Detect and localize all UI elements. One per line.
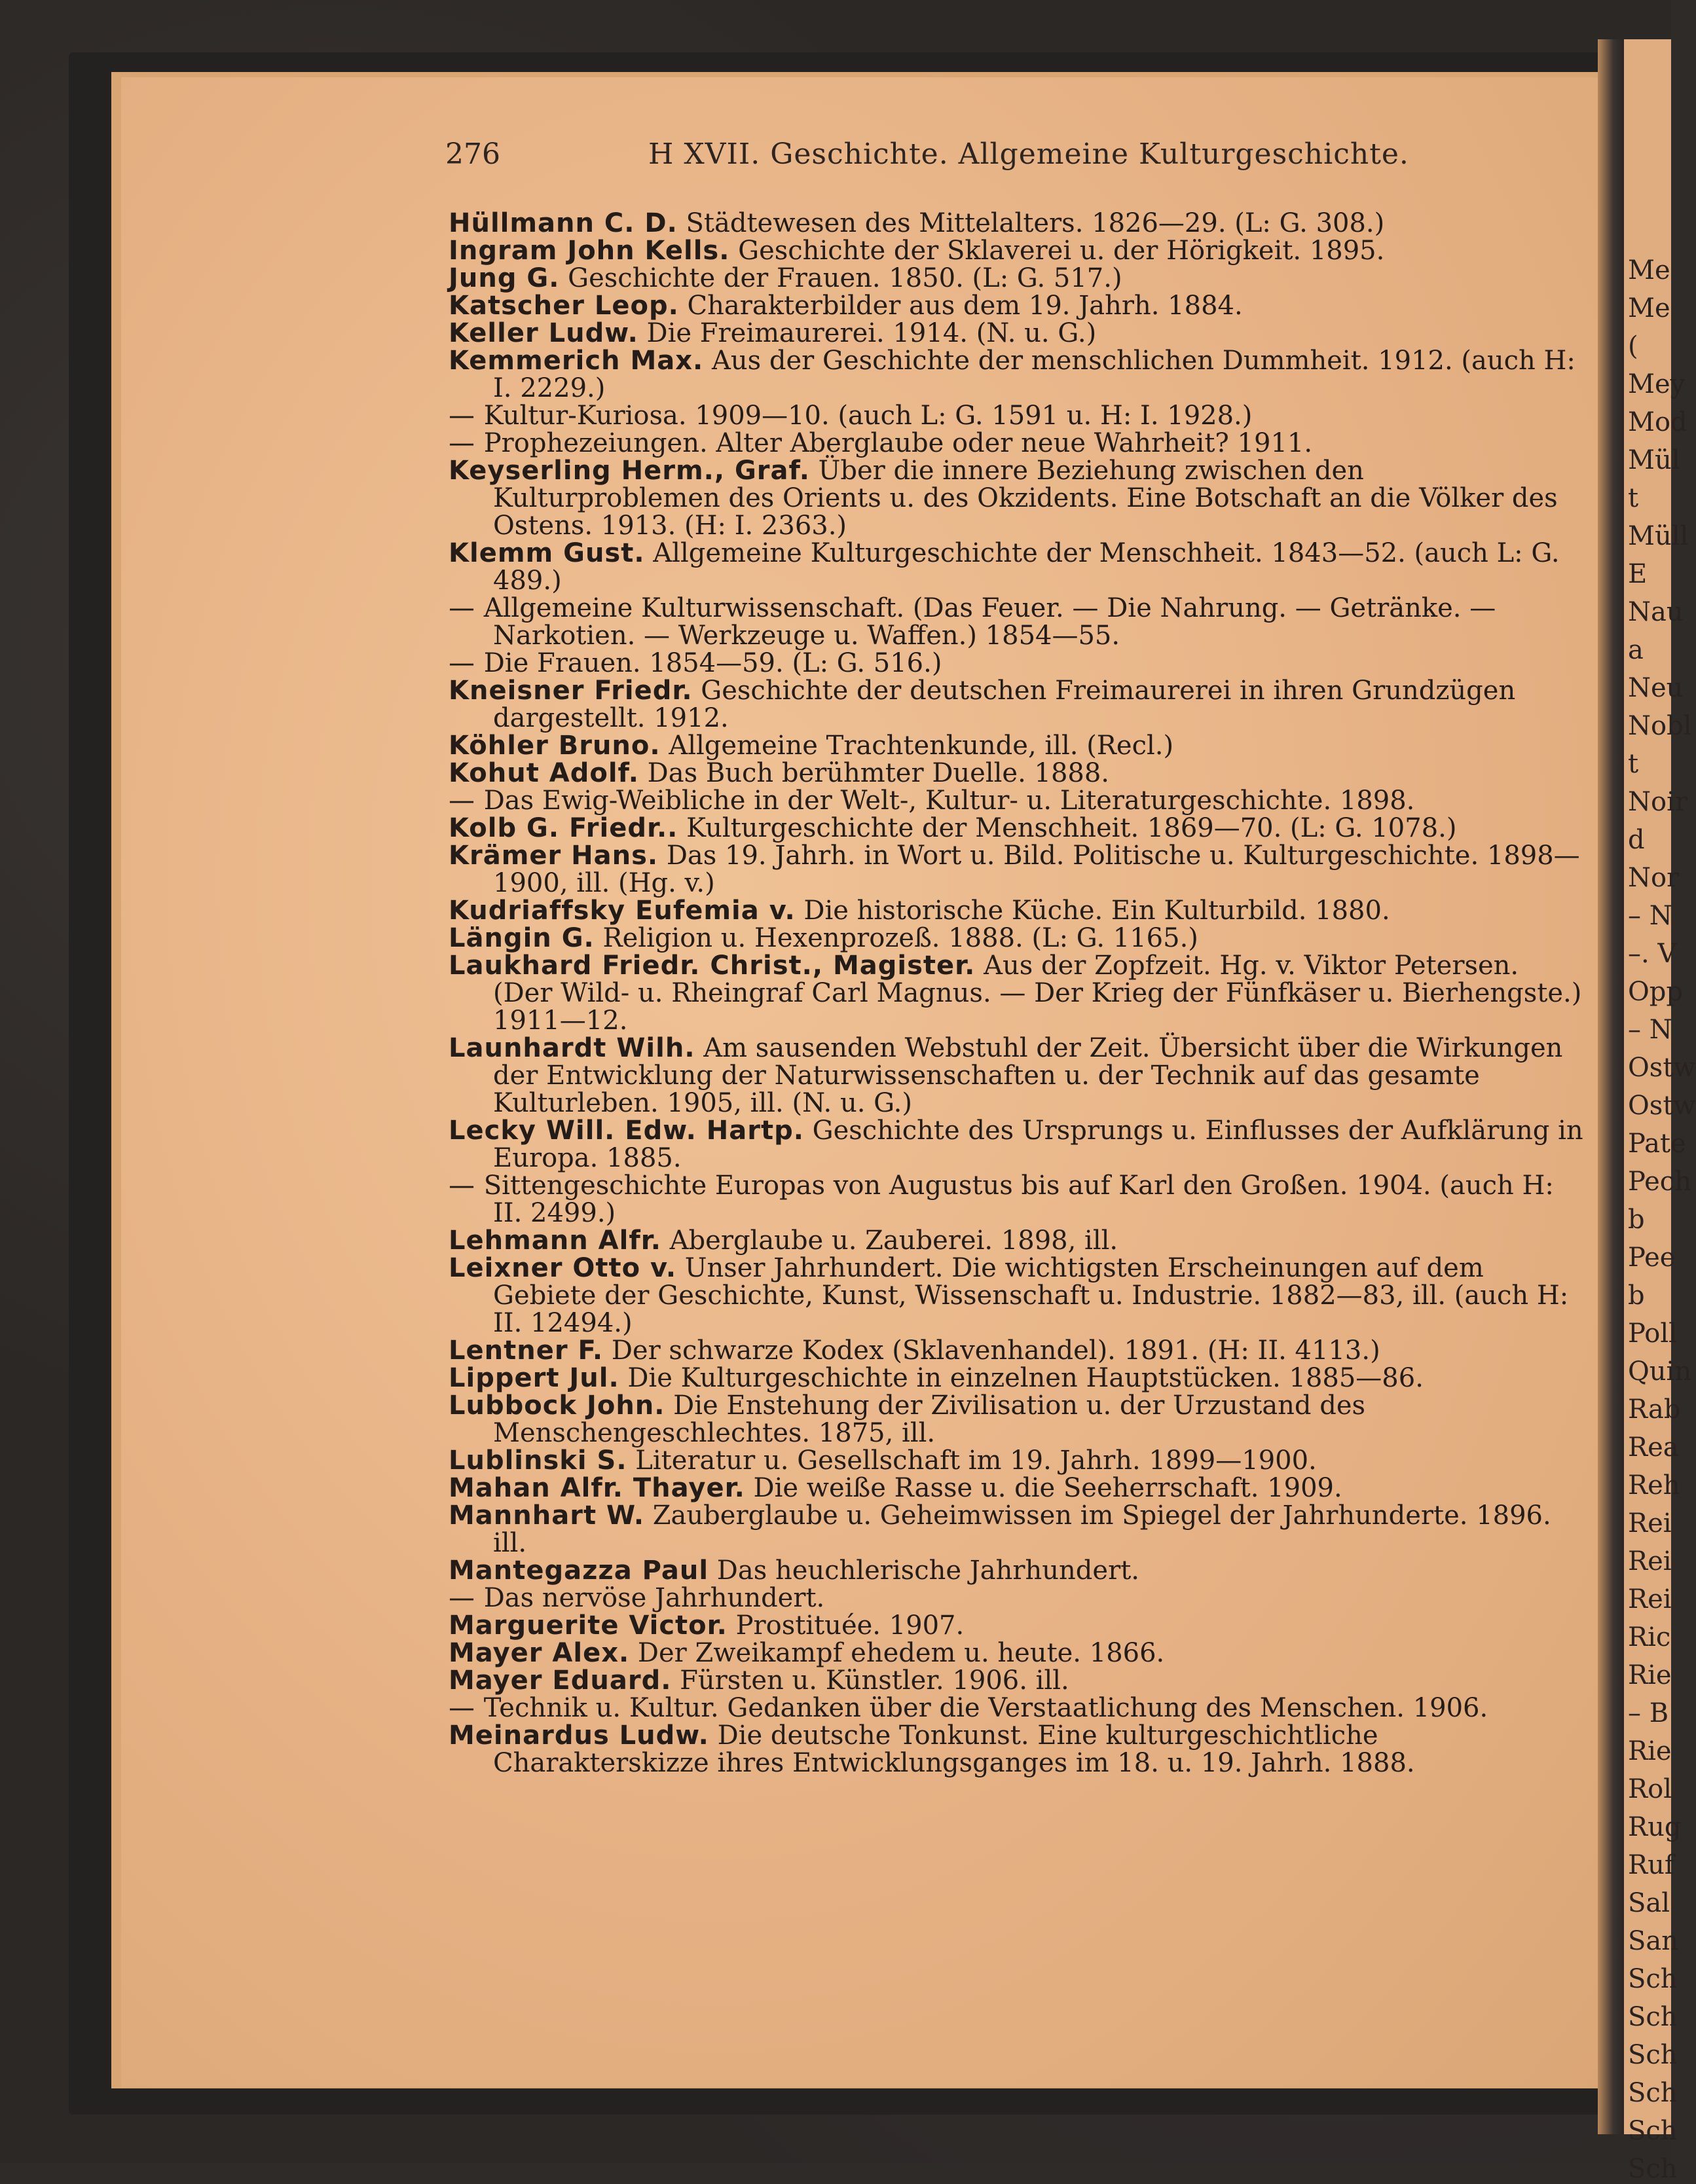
bibliography-list [449,209,1585,1777]
entry-author: Kneisner Friedr. [449,676,693,706]
entry-author: Krämer Hans. [449,841,659,871]
bibliography-entry [449,952,1585,1034]
entry-title: Geschichte der Sklaverei u. der Hörigkeit. 1895. [729,236,1385,266]
bibliography-entry [449,1447,1585,1474]
bibliography-entry [449,1667,1585,1694]
facing-page-fragment: Me [1628,293,1670,323]
entry-author: Mantegazza Paul [449,1556,709,1586]
facing-page-fragment: Nor [1628,863,1680,893]
bibliography-entry [449,897,1585,924]
entry-title: Die Frauen. 1854—59. (L: G. 516.) [475,648,942,678]
entry-author: Mahan Alfr. Thayer. [449,1473,745,1503]
entry-author: Jung G. [449,263,560,293]
facing-page-fragment: Rab [1628,1394,1681,1425]
facing-page-fragment: Mod [1628,407,1687,437]
entry-title: Religion u. Hexenprozeß. 1888. (L: G. 1165.) [594,923,1198,953]
bibliography-entry [449,1392,1585,1447]
book-gutter [1598,39,1624,2134]
facing-page-fragment: a [1628,635,1644,665]
bibliography-entry [449,677,1585,732]
facing-page-fragment: Rol [1628,1774,1672,1804]
entry-title: Aus der Geschichte der menschlichen Dummheit. 1912. (auch H: I. 2229.) [493,346,1576,403]
entry-title: Der schwarze Kodex (Sklavenhandel). 1891. (H: II. 4113.) [603,1336,1380,1366]
entry-title: Fürsten u. Künstler. 1906. ill. [671,1665,1069,1696]
entry-author: Laukhard Friedr. Christ., Magister. [449,951,976,981]
facing-page-fragment: Rea [1628,1432,1679,1463]
entry-title: Allgemeine Trachtenkunde, ill. (Recl.) [660,731,1174,761]
entry-author: Mayer Alex. [449,1638,630,1668]
facing-page-fragment: ( [1628,331,1638,361]
entry-author: Leixner Otto v. [449,1253,677,1283]
facing-page-fragment: Pee [1628,1243,1676,1273]
bibliography-entry [449,1694,1585,1722]
page-header [445,137,1493,177]
entry-title: Allgemeine Kulturgeschichte der Menschheit. 1843—52. (auch L: G. 489.) [493,538,1560,596]
entry-author: Mayer Eduard. [449,1665,672,1696]
bibliography-entry [449,457,1585,539]
bibliography-entry [449,1034,1585,1117]
entry-author: Hüllmann C. D. [449,208,678,238]
entry-title: Unser Jahrhundert. Die wichtigsten Erscheinungen auf dem Gebiete der Geschichte, Kunst, Wissenschaft u. Industrie. 1882—83, ill. (auch H: II. 12494.) [493,1253,1569,1338]
facing-page-fragment: Opp [1628,977,1684,1007]
facing-page-fragment: Rug [1628,1812,1682,1842]
entry-author: Lecky Will. Edw. Hartp. [449,1116,804,1146]
running-head: H XVII. Geschichte. Allgemeine Kulturgeschichte. [648,137,1409,171]
entry-author: Launhardt Wilh. [449,1033,695,1063]
facing-page-fragment: Pate [1628,1129,1686,1159]
entry-title: Das Ewig-Weibliche in der Welt-, Kultur- u. Literaturgeschichte. 1898. [475,786,1415,816]
facing-page-fragment: b [1628,1205,1645,1235]
bibliography-entry [449,1254,1585,1337]
bibliography-entry [449,1117,1585,1172]
entry-author: Marguerite Victor. [449,1611,728,1641]
bibliography-entry [449,264,1585,292]
facing-page-fragment: Ostw [1628,1053,1696,1083]
entry-title: Die Freimaurerei. 1914. (N. u. G.) [638,318,1097,348]
facing-page-fragment: Quin [1628,1356,1692,1387]
facing-page-fragment: Müll [1628,521,1689,551]
entry-author: Lippert Jul. [449,1363,619,1393]
entry-author: Keyserling Herm., Graf. [449,456,810,486]
bibliography-entry [449,539,1585,594]
entry-title: Prophezeiungen. Alter Aberglaube oder neue Wahrheit? 1911. [475,428,1313,458]
facing-page-fragment: –. V [1628,939,1677,969]
entry-title: Der Zweikampf ehedem u. heute. 1866. [629,1638,1165,1668]
entry-title: Aberglaube u. Zauberei. 1898, ill. [661,1226,1118,1256]
entry-author: Kolb G. Friedr.. [449,813,678,843]
facing-page-fragment: Sal [1628,1888,1670,1918]
entry-title: Am sausenden Webstuhl der Zeit. Übersicht über die Wirkungen der Entwicklung der Naturwissenschaften u. der Technik auf das gesamte Kulturleben. 1905, ill. (N. u. G.) [493,1033,1563,1118]
facing-page-fragment: b [1628,1281,1645,1311]
entry-title: Die weiße Rasse u. die Seeherrschaft. 1909. [745,1473,1342,1503]
facing-page-fragment: Rie [1628,1660,1672,1690]
entry-author: Längin G. [449,923,595,953]
facing-page-fragment: Nobl [1628,711,1692,741]
bibliography-entry [449,402,1585,429]
entry-author: Mannhart W. [449,1501,645,1531]
entry-author: Katscher Leop. [449,291,679,321]
facing-page-edge [1624,39,1696,2184]
bibliography-entry [449,1364,1585,1392]
entry-author: Lehmann Alfr. [449,1226,661,1256]
entry-title: Das 19. Jahrh. in Wort u. Bild. Politische u. Kulturgeschichte. 1898—1900, ill. (Hg. v.) [493,841,1580,898]
entry-author: Kemmerich Max. [449,346,704,376]
facing-page-fragment: Sch [1628,2040,1678,2070]
entry-title: Allgemeine Kulturwissenschaft. (Das Feuer. — Die Nahrung. — Getränke. — Narkotien. — Werkzeuge u. Waffen.) 1854—55. [475,593,1496,651]
entry-author: — [449,1693,475,1723]
bibliography-entry [449,1502,1585,1557]
facing-page-fragment: Poll [1628,1319,1677,1349]
entry-author: — [449,1583,475,1613]
entry-author: — [449,1171,475,1201]
entry-author: Kohut Adolf. [449,758,639,788]
entry-title: Sittengeschichte Europas von Augustus bis auf Karl den Großen. 1904. (auch H: II. 2499.) [475,1171,1554,1228]
facing-page-fragment: Rei [1628,1508,1672,1538]
entry-title: Über die innere Beziehung zwischen den Kulturproblemen des Orients u. des Okzidents. Eine Botschaft an die Völker des Ostens. 1913. (H: I. 2363.) [493,456,1558,541]
bibliography-entry [449,319,1585,347]
entry-title: Städtewesen des Mittelalters. 1826—29. (L: G. 308.) [677,208,1385,238]
entry-title: Geschichte der Frauen. 1850. (L: G. 517.) [559,263,1122,293]
bibliography-entry [449,787,1585,814]
facing-page-fragment: San [1628,1926,1679,1956]
facing-page-fragment: Sch [1628,1964,1678,1994]
facing-page-fragment: Pech [1628,1167,1691,1197]
entry-author: — [449,648,475,678]
page-number: 276 [445,137,500,171]
entry-author: Köhler Bruno. [449,731,661,761]
facing-page-fragment: – N [1628,901,1672,931]
entry-author: Lentner F. [449,1336,604,1366]
entry-title: Kulturgeschichte der Menschheit. 1869—70. (L: G. 1078.) [678,813,1457,843]
entry-title: Kultur-Kuriosa. 1909—10. (auch L: G. 1591 u. H: I. 1928.) [475,401,1253,431]
bibliography-entry [449,209,1585,237]
facing-page-fragment: t [1628,749,1639,779]
entry-author: Keller Ludw. [449,318,638,348]
facing-page-fragment: Reh [1628,1470,1680,1501]
bibliography-entry [449,842,1585,897]
entry-author: — [449,401,475,431]
entry-title: Das nervöse Jahrhundert. [475,1583,825,1613]
bibliography-entry [449,1172,1585,1227]
facing-page-fragment: Noir [1628,787,1687,817]
entry-title: Das Buch berühmter Duelle. 1888. [638,758,1110,788]
entry-author: — [449,786,475,816]
facing-page-fragment: – B [1628,1698,1669,1728]
entry-title: Die Kulturgeschichte in einzelnen Hauptstücken. 1885—86. [619,1363,1424,1393]
facing-page-fragment: Sch [1628,2078,1678,2108]
entry-title: Die historische Küche. Ein Kulturbild. 1880. [795,896,1390,926]
bibliography-entry [449,1639,1585,1667]
bibliography-entry [449,1337,1585,1364]
bibliography-entry [449,1584,1585,1612]
entry-title: Geschichte der deutschen Freimaurerei in ihren Grundzügen dargestellt. 1912. [493,676,1516,733]
entry-title: Technik u. Kultur. Gedanken über die Verstaatlichung des Menschen. 1906. [475,1693,1488,1723]
bibliography-entry [449,649,1585,677]
entry-title: Prostituée. 1907. [727,1611,965,1641]
bibliography-entry [449,429,1585,457]
facing-page-fragment: d [1628,825,1645,855]
entry-author: — [449,593,475,623]
entry-author: — [449,428,475,458]
bibliography-entry [449,814,1585,842]
bibliography-entry [449,924,1585,952]
entry-author: Lublinski S. [449,1446,627,1476]
entry-author: Lubbock John. [449,1391,665,1421]
entry-author: Meinardus Ludw. [449,1720,709,1751]
facing-page-fragment: Sch [1628,2154,1678,2184]
bibliography-entry [449,1722,1585,1777]
facing-page-fragment: Sch [1628,2116,1678,2146]
facing-page-fragment: Neu [1628,673,1684,703]
facing-page-fragment: Rie [1628,1736,1672,1766]
bibliography-entry [449,237,1585,264]
bibliography-entry [449,1474,1585,1502]
facing-page-fragment: Me [1628,255,1670,285]
facing-page-fragment: Rei [1628,1584,1672,1614]
bibliography-entry [449,292,1585,319]
facing-page-fragment: Ostw [1628,1091,1696,1121]
entry-title: Die Enstehung der Zivilisation u. der Urzustand des Menschengeschlechtes. 1875, ill. [493,1391,1366,1448]
bibliography-entry [449,347,1585,402]
entry-title: Charakterbilder aus dem 19. Jahrh. 1884. [678,291,1243,321]
bibliography-entry [449,1227,1585,1254]
bibliography-entry [449,1612,1585,1639]
bibliography-entry [449,732,1585,759]
facing-page-fragment: Ruf [1628,1850,1674,1880]
bibliography-entry [449,759,1585,787]
facing-page-fragment: Rei [1628,1546,1672,1576]
entry-author: Ingram John Kells. [449,236,730,266]
entry-title: Die deutsche Tonkunst. Eine kulturgeschichtliche Charakterskizze ihres Entwicklungsganges im 18. u. 19. Jahrh. 1888. [493,1720,1415,1778]
facing-page-fragment: – N [1628,1015,1672,1045]
entry-title: Zauberglaube u. Geheimwissen im Spiegel der Jahrhunderte. 1896. ill. [493,1501,1551,1558]
facing-page-fragment: Mey [1628,369,1686,399]
entry-author: Klemm Gust. [449,538,645,568]
facing-page-fragment: Sch [1628,2002,1678,2032]
entry-title: Geschichte des Ursprungs u. Einflusses der Aufklärung in Europa. 1885. [493,1116,1583,1173]
facing-page-fragment: t [1628,483,1639,513]
bibliography-entry [449,1557,1585,1584]
entry-title: Literatur u. Gesellschaft im 19. Jahrh. 1899—1900. [627,1446,1317,1476]
entry-author: Kudriaffsky Eufemia v. [449,896,796,926]
facing-page-fragment: Nau [1628,597,1684,627]
bibliography-entry [449,594,1585,649]
entry-title: Das heuchlerische Jahrhundert. [709,1556,1139,1586]
facing-page-fragment: Mül [1628,445,1680,475]
facing-page-fragment: Ric [1628,1622,1671,1652]
facing-page-fragment: E [1628,559,1648,589]
entry-title: Aus der Zopfzeit. Hg. v. Viktor Petersen. (Der Wild- u. Rheingraf Carl Magnus. — Der Krieg der Fünfkäser u. Bierhengste.) 1911—12. [493,951,1582,1036]
